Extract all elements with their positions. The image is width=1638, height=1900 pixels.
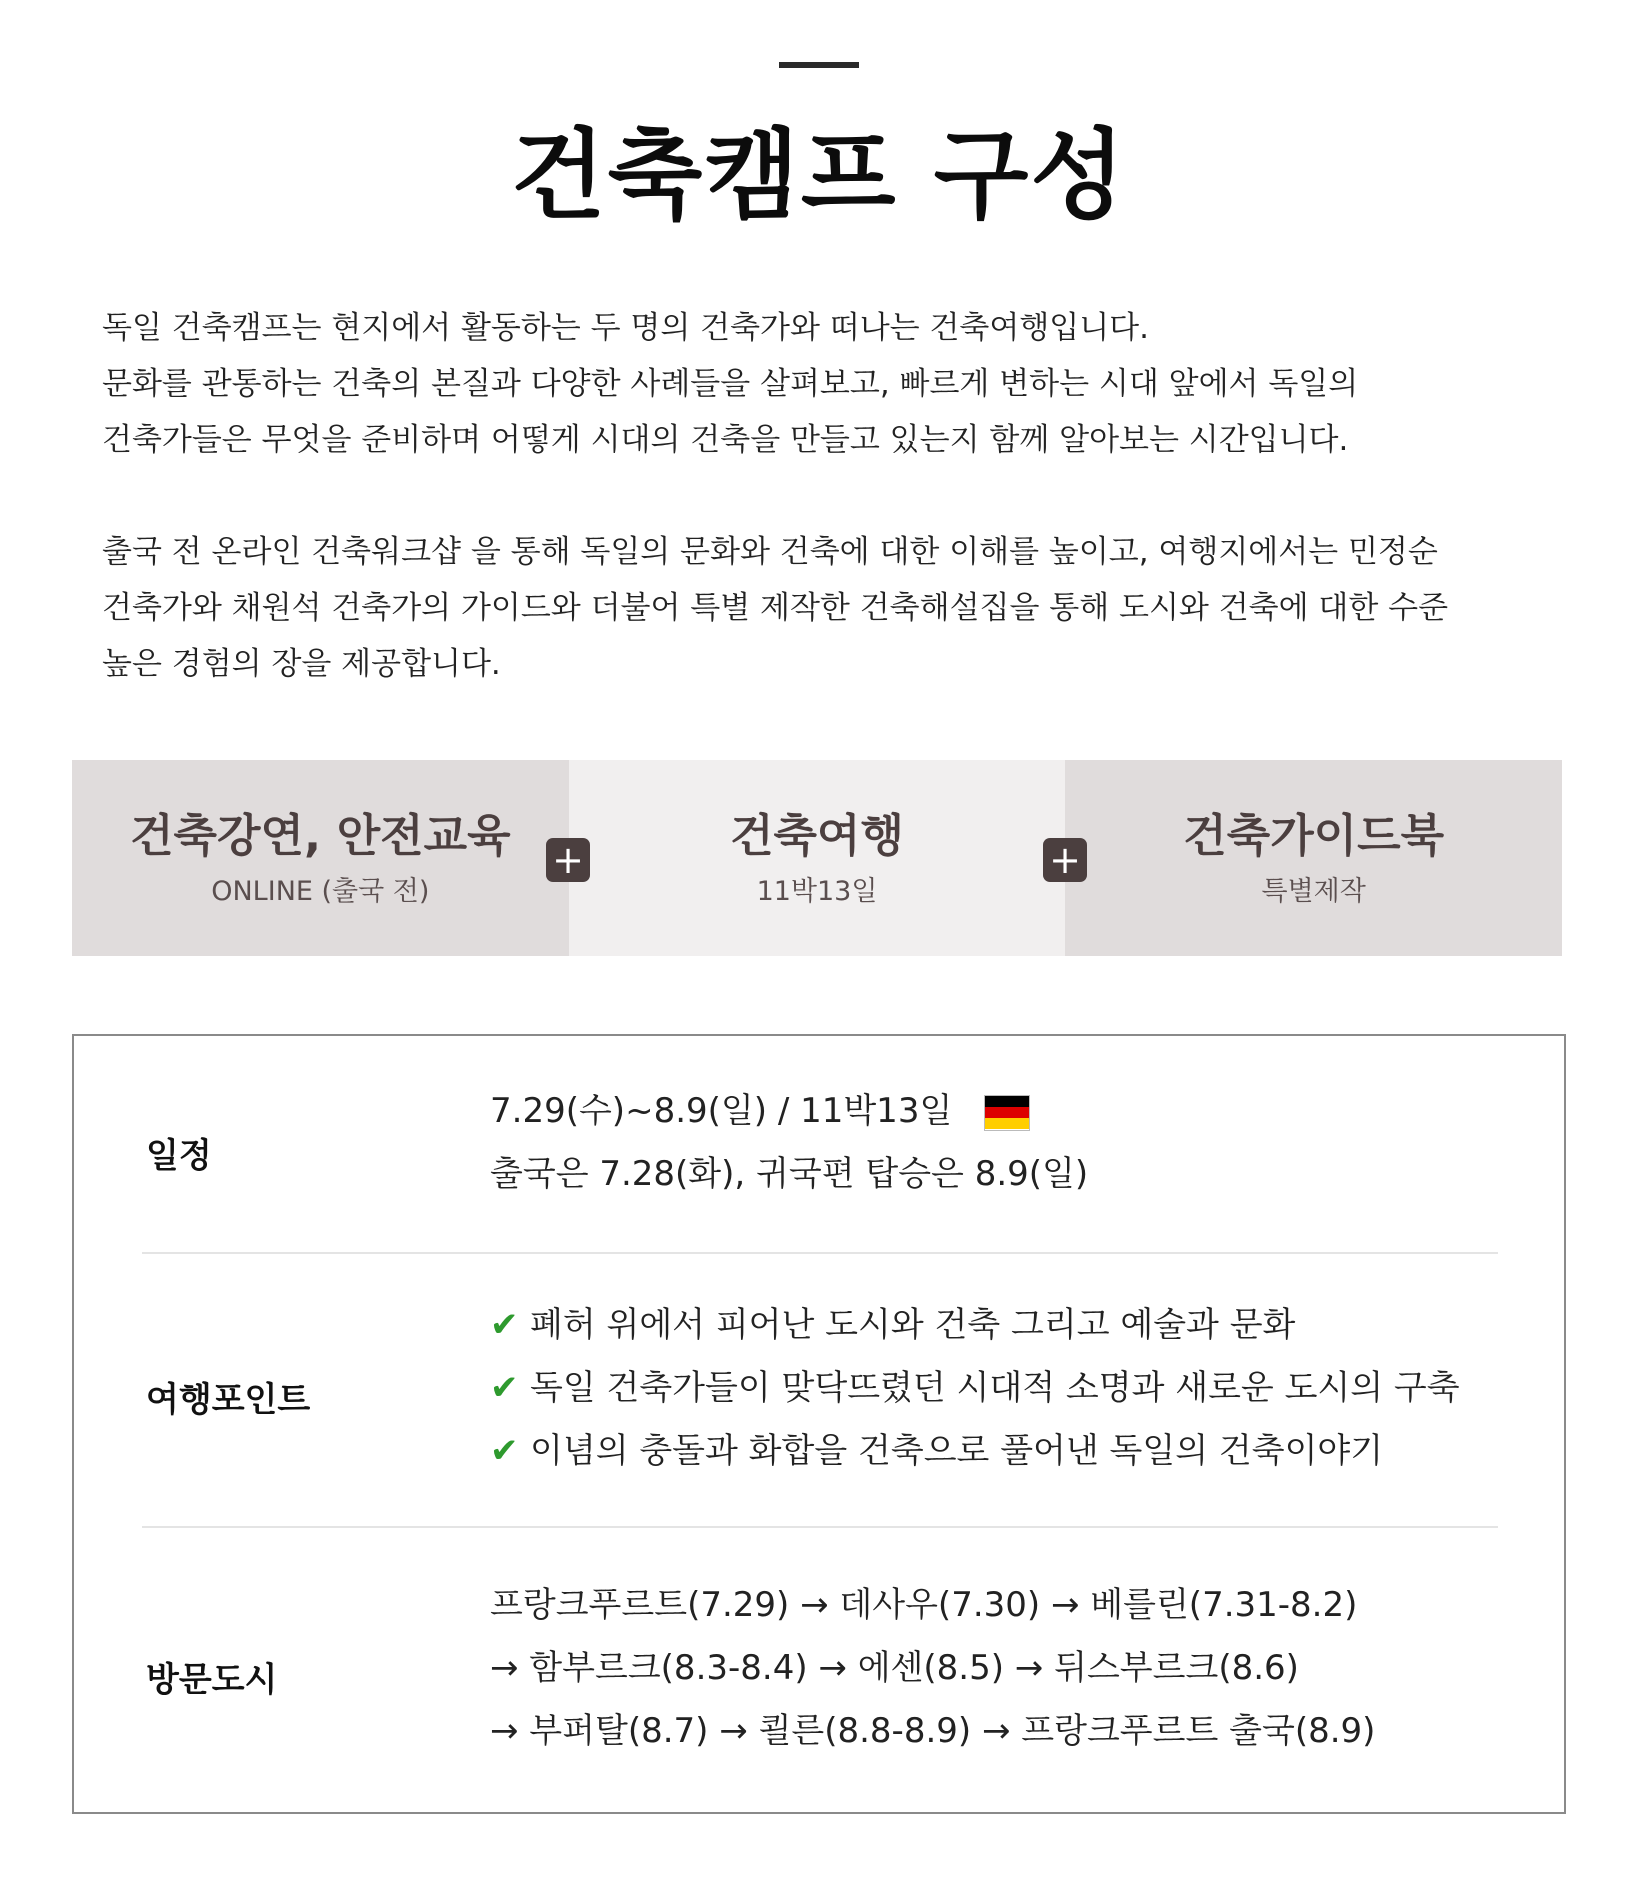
component-trip bbox=[569, 760, 1066, 956]
component-lecture bbox=[72, 760, 569, 956]
component-title: 건축여행 bbox=[730, 808, 904, 862]
schedule-label: 일정 bbox=[146, 1136, 212, 1176]
row-divider bbox=[142, 1526, 1498, 1528]
camp-components bbox=[72, 760, 1562, 956]
intro-line: 문화를 관통하는 건축의 본질과 다양한 사례들을 살펴보고, 빠르게 변하는 시대 앞에서 독일의 bbox=[102, 366, 1359, 402]
component-subtitle: ONLINE (출국 전) bbox=[211, 875, 430, 907]
title-accent-dash bbox=[779, 62, 859, 68]
city-route-line: → 부퍼탈(8.7) → 쾰른(8.8-8.9) → 프랑크푸르트 출국(8.9) bbox=[490, 1711, 1376, 1751]
schedule-content bbox=[490, 1080, 1088, 1206]
check-icon: ✔ bbox=[490, 1368, 519, 1408]
plus-icon: + bbox=[546, 838, 590, 882]
intro-text bbox=[102, 300, 1562, 692]
info-table bbox=[72, 1034, 1566, 1814]
travel-points-label: 여행포인트 bbox=[146, 1380, 311, 1420]
row-divider bbox=[142, 1252, 1498, 1254]
city-route-line: 프랑크푸르트(7.29) → 데사우(7.30) → 베를린(7.31-8.2) bbox=[490, 1585, 1358, 1625]
intro-line: 높은 경험의 장을 제공합니다. bbox=[102, 646, 501, 682]
component-subtitle: 11박13일 bbox=[756, 875, 878, 907]
component-title: 건축가이드북 bbox=[1183, 808, 1445, 862]
component-subtitle: 특별제작 bbox=[1261, 875, 1366, 907]
travel-points-content bbox=[490, 1294, 1460, 1483]
intro-line: 건축가와 채원석 건축가의 가이드와 더불어 특별 제작한 건축해설집을 통해 도시와 건축에 대한 수준 bbox=[102, 590, 1449, 626]
cities-label: 방문도시 bbox=[146, 1660, 278, 1700]
plus-icon: + bbox=[1043, 838, 1087, 882]
schedule-flight-info: 출국은 7.28(화), 귀국편 탑승은 8.9(일) bbox=[490, 1154, 1089, 1194]
check-icon: ✔ bbox=[490, 1431, 519, 1471]
schedule-dates: 7.29(수)~8.9(일) / 11박13일 bbox=[490, 1091, 953, 1131]
component-guidebook bbox=[1065, 760, 1562, 956]
travel-point-item: ✔ 이념의 충돌과 화합을 건축으로 풀어낸 독일의 건축이야기 bbox=[490, 1420, 1460, 1483]
intro-line: 건축가들은 무엇을 준비하며 어떻게 시대의 건축을 만들고 있는지 함께 알아보는 시간입니다. bbox=[102, 422, 1349, 458]
travel-point-item: ✔ 독일 건축가들이 맞닥뜨렸던 시대적 소명과 새로운 도시의 구축 bbox=[490, 1357, 1460, 1420]
check-icon: ✔ bbox=[490, 1305, 519, 1345]
intro-line: 독일 건축캠프는 현지에서 활동하는 두 명의 건축가와 떠나는 건축여행입니다. bbox=[102, 310, 1149, 346]
city-route-line: → 함부르크(8.3-8.4) → 에센(8.5) → 뒤스부르크(8.6) bbox=[490, 1648, 1299, 1688]
page-title: 건축캠프 구성 bbox=[510, 119, 1128, 233]
travel-point-item: ✔ 폐허 위에서 피어난 도시와 건축 그리고 예술과 문화 bbox=[490, 1294, 1460, 1357]
cities-content bbox=[490, 1574, 1375, 1763]
component-title: 건축강연, 안전교육 bbox=[130, 808, 511, 862]
intro-line: 출국 전 온라인 건축워크샵 을 통해 독일의 문화와 건축에 대한 이해를 높이고, 여행지에서는 민정순 bbox=[102, 534, 1438, 570]
germany-flag-icon bbox=[984, 1095, 1030, 1131]
